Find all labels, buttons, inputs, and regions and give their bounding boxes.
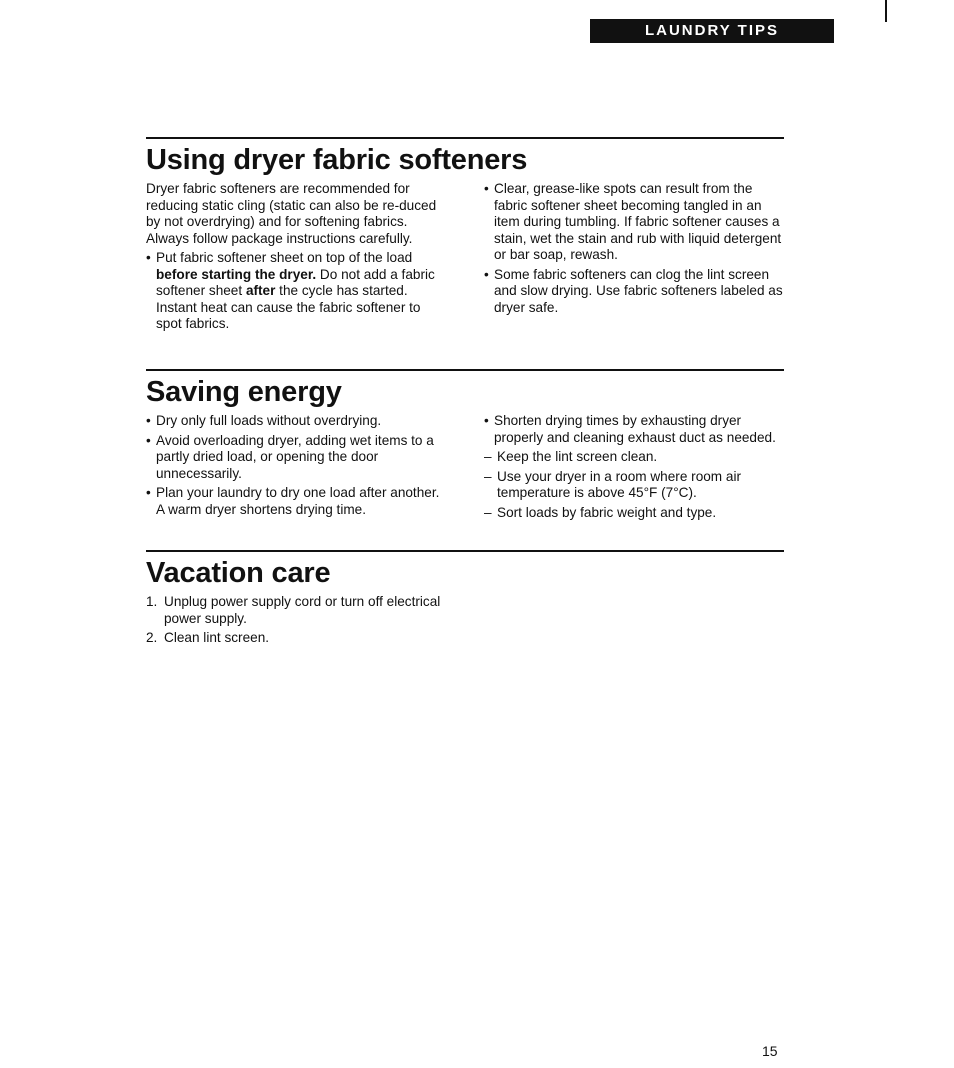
section-tab: LAUNDRY TIPS [590, 19, 834, 43]
dash-text: Sort loads by fabric weight and type. [497, 504, 717, 520]
right-column [484, 181, 784, 333]
bold-text: after [245, 283, 276, 298]
section-columns [146, 181, 784, 333]
right-column [484, 413, 784, 521]
list-item: • Shorten drying times by exhausting dryer properly and cleaning exhaust duct as needed. [484, 413, 784, 446]
step-text: Unplug power supply cord or turn off electrical power supply. [164, 594, 441, 626]
section-title: Vacation care [146, 557, 331, 589]
numbered-list [146, 594, 442, 647]
left-column [146, 413, 442, 521]
intro-paragraph: Dryer fabric softeners are recommended for reducing static cling (static can also be re-duced by not overdrying) and for softening fabrics. Always follow package instructions carefully. [146, 181, 437, 246]
section-saving-energy [146, 369, 784, 521]
dash-text: Use your dryer in a room where room air temperature is above 45°F (7°C). [497, 468, 742, 500]
section-title: Using dryer fabric softeners [146, 144, 528, 176]
page-number: 15 [762, 1043, 778, 1059]
list-item: • Dry only full loads without overdrying. [146, 413, 442, 430]
bullet-text: Put fabric softener sheet on top of the load [156, 250, 413, 265]
section-vacation-care [146, 550, 784, 647]
dash-item: – Keep the lint screen clean. [484, 449, 658, 464]
right-bullet-list [484, 181, 784, 316]
section-columns [146, 413, 784, 521]
list-item [146, 250, 442, 333]
list-item: • Some fabric softeners can clog the lint screen and slow drying. Use fabric softeners labeled as dryer safe. [484, 267, 784, 317]
bullet-text: the cycle has started. Instant heat can cause the fabric softener to spot fabrics. [156, 283, 421, 331]
edge-mark [885, 0, 887, 22]
list-item: • Clear, grease-like spots can result from the fabric softener sheet becoming tangled in an item during tumbling. If fabric softener causes a stain, wet the stain and rub with liquid detergent or bar soap, rewash. [484, 181, 784, 264]
section-rule [146, 369, 784, 371]
bold-text: before starting the dryer. [156, 266, 317, 282]
section-rule [146, 550, 784, 552]
left-column [146, 594, 442, 647]
dash-item: – Sort loads by fabric weight and type. [484, 504, 717, 520]
step-number: 2. [146, 630, 158, 645]
dash-item: – Use your dryer in a room where room air temperature is above 45°F (7°C). [484, 468, 742, 500]
dash-list [484, 449, 784, 521]
section-title: Saving energy [146, 376, 342, 408]
list-item: • Plan your laundry to dry one load after another. A warm dryer shortens drying time. [146, 485, 442, 518]
left-bullet-list [146, 250, 442, 333]
left-bullet-list [146, 413, 442, 518]
step-text: Clean lint screen. [164, 630, 270, 645]
section-fabric-softeners [146, 137, 784, 333]
section-rule [146, 137, 784, 139]
left-column [146, 181, 442, 333]
right-bullet-list [484, 413, 784, 446]
list-item [146, 630, 442, 647]
list-item: • Avoid overloading dryer, adding wet items to a partly dried load, or opening the door unnecessarily. [146, 433, 442, 483]
list-item [146, 594, 442, 627]
dash-text: Keep the lint screen clean. [497, 449, 658, 464]
step-number: 1. [146, 594, 158, 609]
bullet-text: Do not add a fabric softener sheet [156, 266, 435, 298]
section-columns [146, 594, 784, 647]
